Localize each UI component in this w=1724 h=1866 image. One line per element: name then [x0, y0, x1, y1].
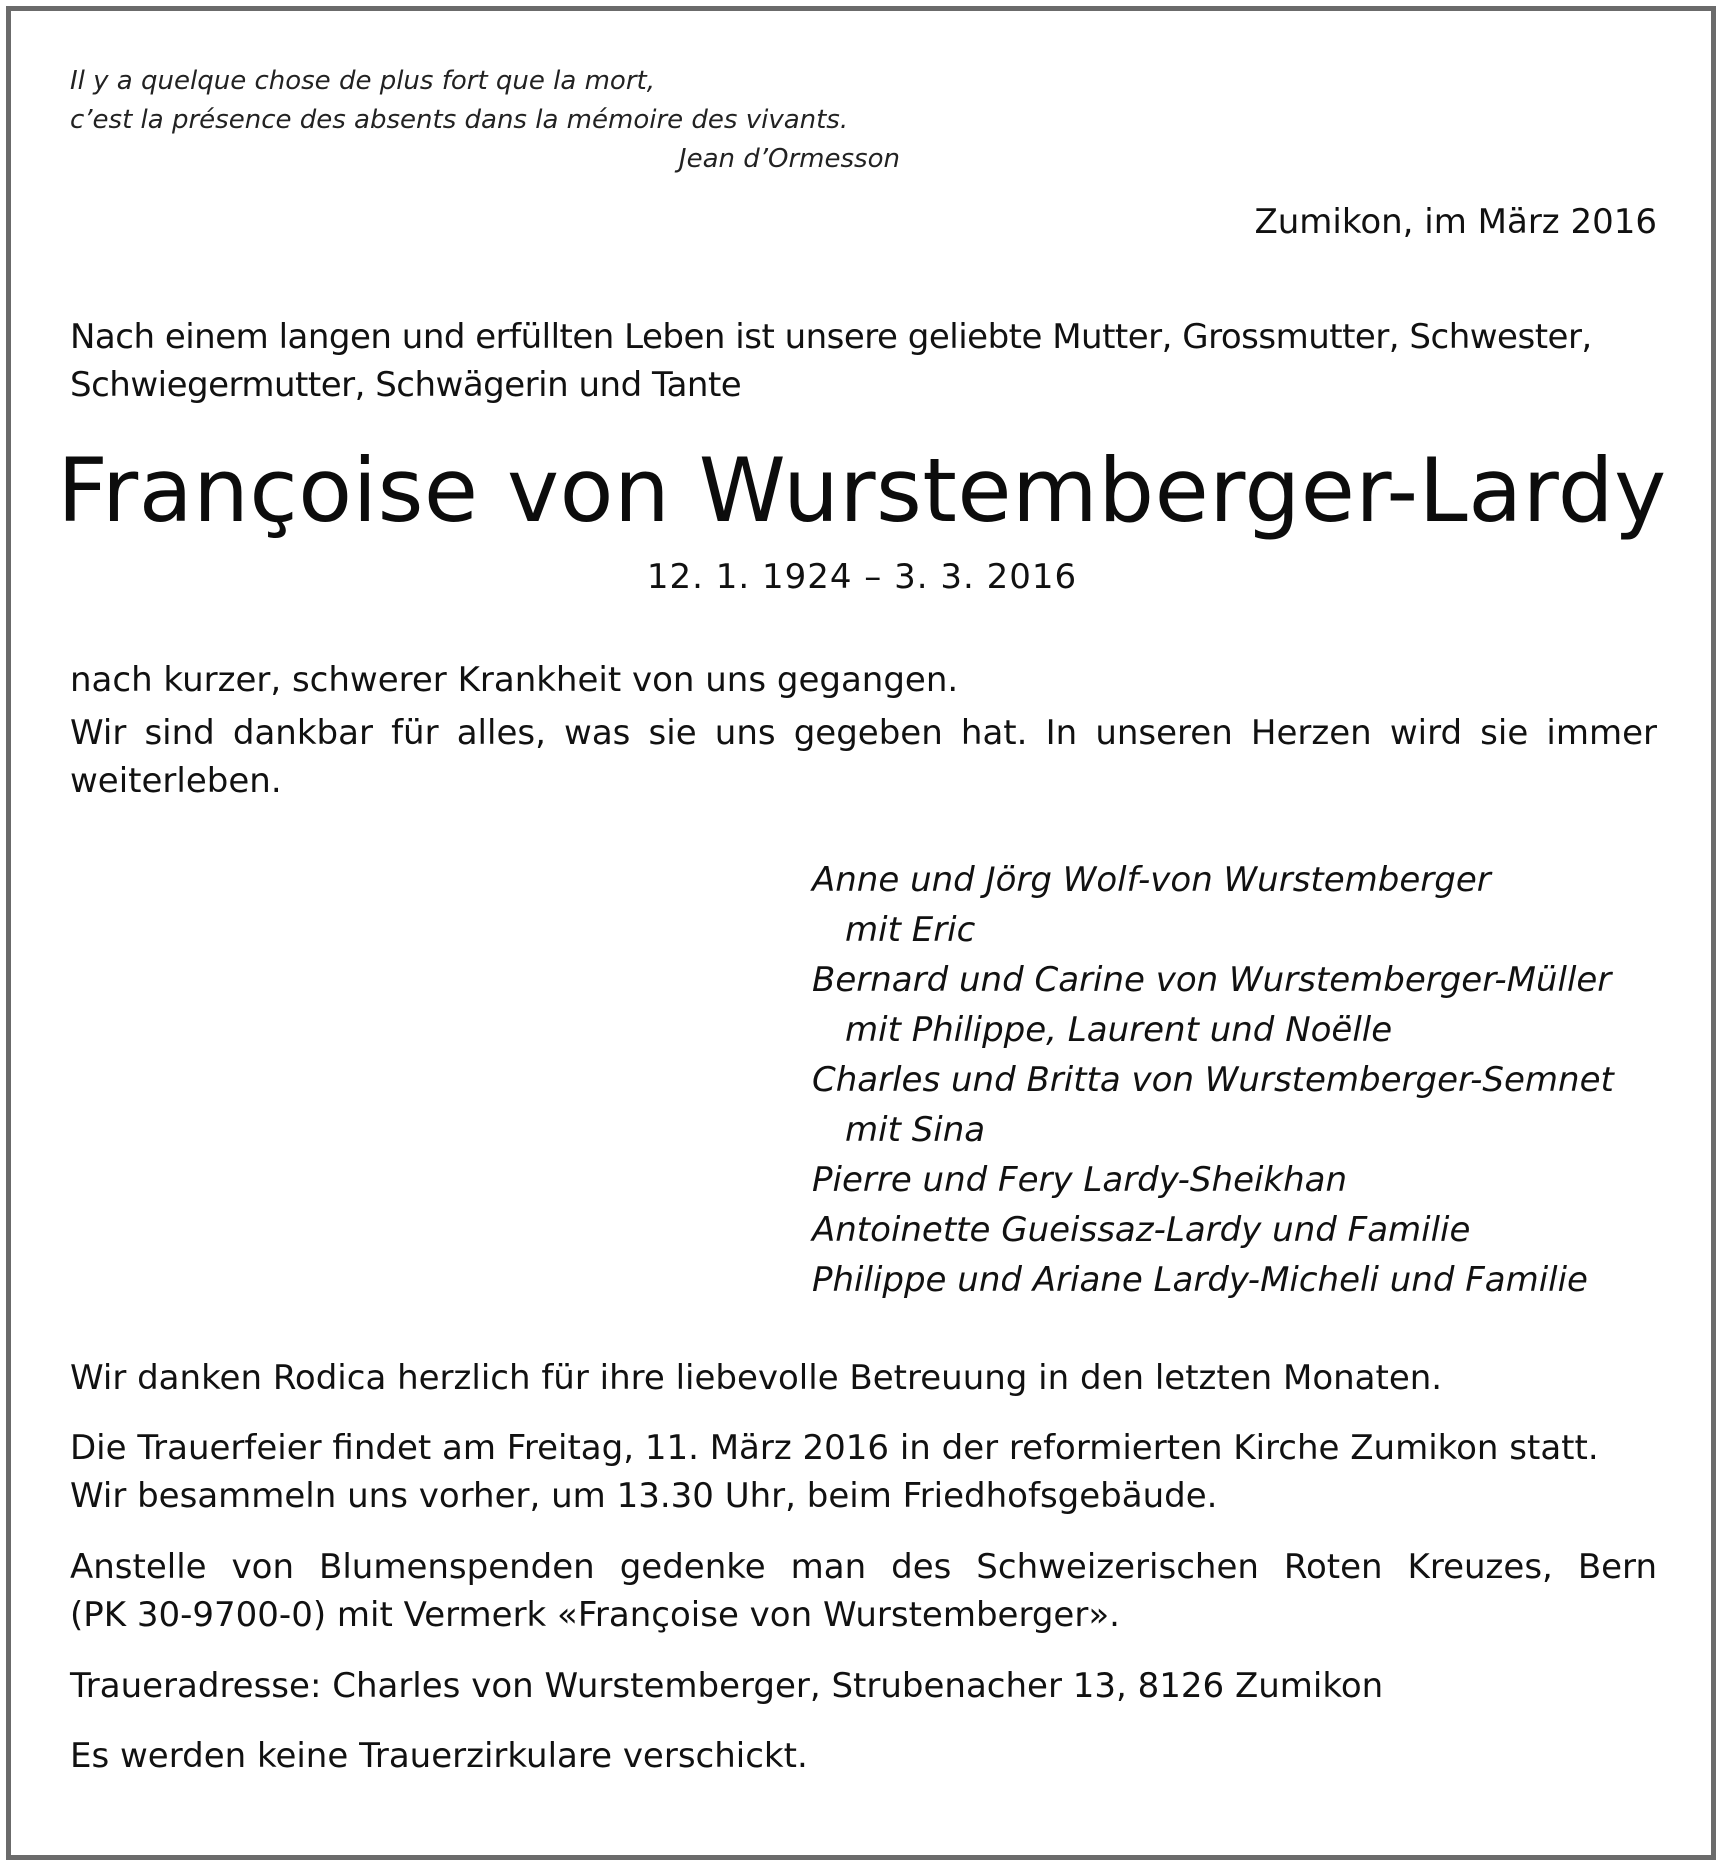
- mourners-list: [812, 855, 1672, 1305]
- mourner-name: Pierre und Fery Lardy-Sheikhan: [812, 1160, 1348, 1200]
- mourner-name: Philippe und Ariane Lardy-Micheli und Familie: [812, 1260, 1588, 1300]
- life-dates: 12. 1. 1924 – 3. 3. 2016: [646, 557, 1078, 597]
- circulars-text: [70, 1732, 1657, 1780]
- address-text: [70, 1662, 1657, 1710]
- place-date: Zumikon, im März 2016: [1254, 202, 1657, 242]
- donation-line: Anstelle von Blumenspenden gedenke man des Schweizerischen Roten Kreuzes, Bern: [70, 1547, 1657, 1587]
- mourner-children: mit Eric: [845, 910, 976, 950]
- ceremony-line: Wir besammeln uns vorher, um 13.30 Uhr, beim Friedhofsgebäude.: [70, 1476, 1218, 1516]
- deceased-name: Françoise von Wurstemberger-Lardy: [57, 439, 1667, 542]
- epigraph-quote: [70, 62, 900, 179]
- intro-text: [70, 313, 1660, 409]
- mourner-children: mit Philippe, Laurent und Noëlle: [845, 1010, 1393, 1050]
- ceremony-text: [70, 1424, 1657, 1520]
- gratitude-text: [70, 709, 1657, 805]
- mourner-name: Antoinette Gueissaz-Lardy und Familie: [812, 1210, 1471, 1250]
- mourner-children: mit Sina: [845, 1110, 986, 1150]
- address-line: Traueradresse: Charles von Wurstemberger, Strubenacher 13, 8126 Zumikon: [70, 1666, 1384, 1706]
- mourner-name: Anne und Jörg Wolf-von Wurstemberger: [812, 860, 1491, 900]
- mourner-name: Charles und Britta von Wurstemberger-Semnet: [812, 1060, 1614, 1100]
- epigraph-author: Jean d’Ormesson: [678, 144, 900, 174]
- mourner-name: Bernard und Carine von Wurstemberger-Müller: [812, 960, 1612, 1000]
- thanks-line: Wir danken Rodica herzlich für ihre liebevolle Betreuung in den letzten Monaten.: [70, 1358, 1443, 1398]
- gratitude-line: Wir sind dankbar für alles, was sie uns gegeben hat. In unseren Herzen wird sie immer: [70, 713, 1657, 753]
- intro-line: Nach einem langen und erfüllten Leben ist unsere geliebte Mutter, Grossmutter, Schwester,: [70, 317, 1592, 357]
- intro-line: Schwiegermutter, Schwägerin und Tante: [70, 365, 742, 405]
- ceremony-line: Die Trauerfeier findet am Freitag, 11. März 2016 in der reformierten Kirche Zumikon statt.: [70, 1428, 1599, 1468]
- donation-line: (PK 30-9700-0) mit Vermerk «Françoise von Wurstemberger».: [70, 1595, 1120, 1635]
- gratitude-line: weiterleben.: [70, 761, 282, 801]
- passing-line: nach kurzer, schwerer Krankheit von uns gegangen.: [70, 660, 959, 700]
- circulars-line: Es werden keine Trauerzirkulare verschickt.: [70, 1736, 808, 1776]
- donation-text: [70, 1543, 1657, 1639]
- passing-text: [70, 656, 1657, 704]
- thanks-text: [70, 1354, 1657, 1402]
- epigraph-line: c’est la présence des absents dans la mémoire des vivants.: [70, 105, 849, 135]
- epigraph-line: Il y a quelque chose de plus fort que la mort,: [70, 66, 655, 96]
